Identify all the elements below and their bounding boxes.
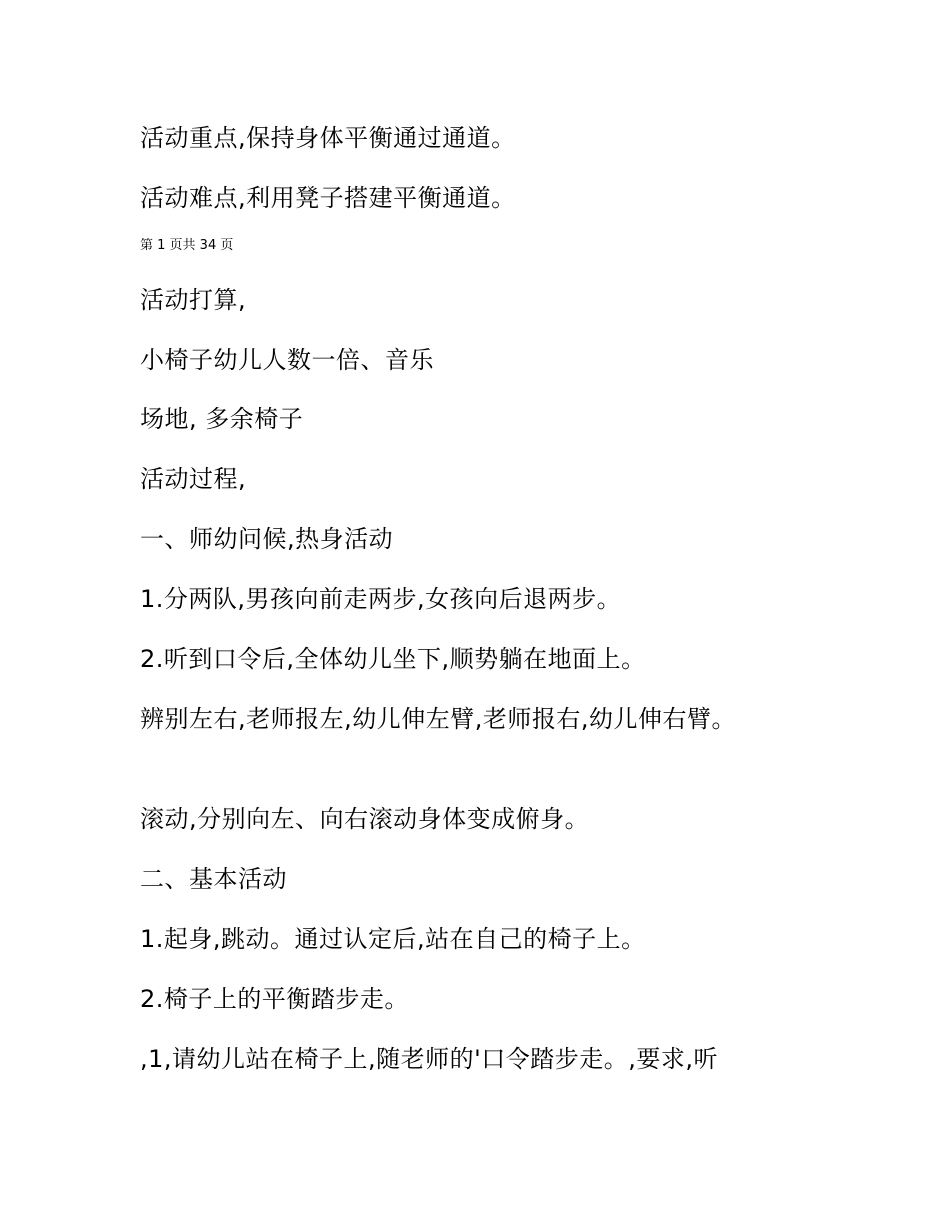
text-line: 活动重点,保持身体平衡通过通道。 (140, 124, 516, 152)
section-heading: 活动过程, (140, 465, 247, 493)
list-item: 1.分两队,男孩向前走两步,女孩向后退两步。 (140, 585, 622, 613)
page-footer: 第 1 页共 34 页 (140, 238, 234, 253)
text-line: 场地, 多余椅子 (140, 405, 304, 433)
text-line: ,1,请幼儿站在椅子上,随老师的'口令踏步走。,要求,听 (140, 1045, 719, 1073)
list-item: 2.听到口令后,全体幼儿坐下,顺势躺在地面上。 (140, 645, 646, 673)
list-item: 1.起身,跳动。通过认定后,站在自己的椅子上。 (140, 925, 646, 953)
list-item: 2.椅子上的平衡踏步走。 (140, 985, 409, 1013)
section-heading: 一、师幼问候,热身活动 (140, 525, 394, 553)
text-line: 滚动,分别向左、向右滚动身体变成俯身。 (140, 805, 590, 833)
text-line: 活动打算, (140, 286, 247, 314)
section-heading: 二、基本活动 (140, 865, 287, 893)
text-line: 辨别左右,老师报左,幼儿伸左臂,老师报右,幼儿伸右臂。 (140, 705, 737, 733)
text-line: 活动难点,利用凳子搭建平衡通道。 (140, 184, 516, 212)
text-line: 小椅子幼儿人数一倍、音乐 (140, 346, 434, 374)
